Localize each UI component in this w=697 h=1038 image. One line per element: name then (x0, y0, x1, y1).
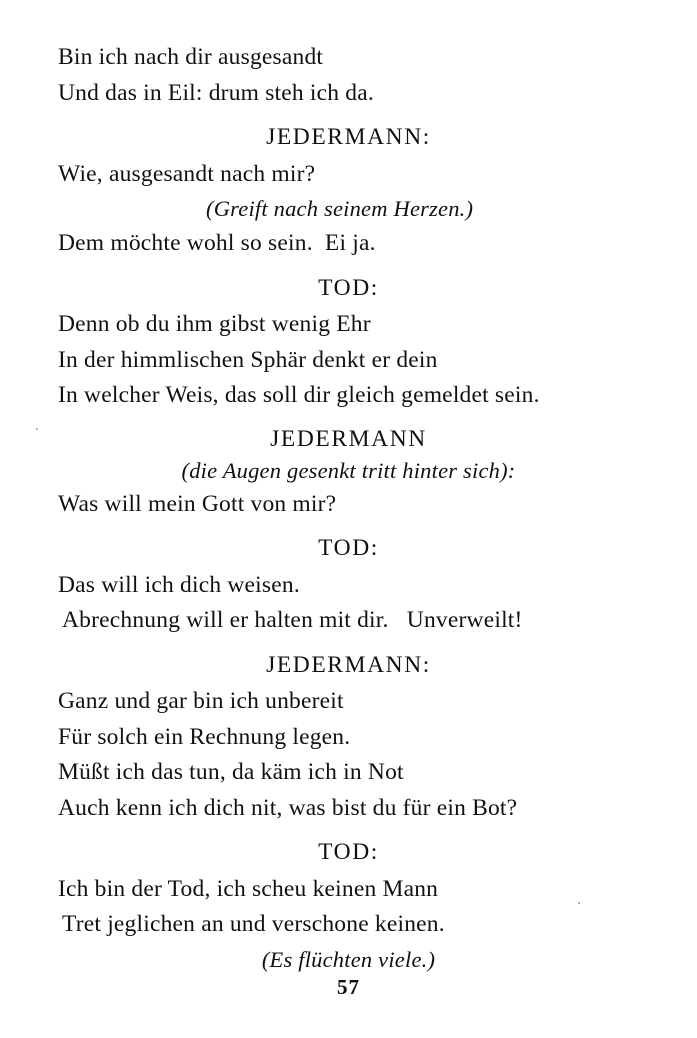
verse-block (58, 40, 639, 111)
verse-line: Und das in Eil: drum steh ich da. (58, 79, 374, 106)
stage-direction: (die Augen gesenkt tritt hinter sich): (181, 457, 516, 483)
stage-direction: (Es flüchten viele.) (261, 946, 436, 972)
verse-line: Dem möchte wohl so sein. Ei ja. (58, 230, 376, 256)
verse-line: Was will mein Gott von mir? (58, 490, 337, 517)
verse-block (58, 157, 639, 193)
verse-line: Das will ich dich weisen. (58, 571, 300, 598)
speaker-label: TOD: (318, 839, 379, 865)
verse-block (58, 872, 639, 943)
speaker-label: JEDERMANN: (266, 124, 431, 150)
verse-line: Bin ich nach dir ausgesandt (58, 44, 324, 70)
verse-line: Müßt ich das tun, da käm ich in Not (58, 759, 404, 785)
speaker-label: TOD: (318, 535, 379, 561)
verse-block (58, 684, 639, 826)
verse-line: Ganz und gar bin ich unbereit (58, 688, 344, 714)
verse-line: Wie, ausgesandt nach mir? (58, 160, 316, 187)
paper-speck (578, 902, 580, 904)
verse-line: Ich bin der Tod, ich scheu keinen Mann (58, 875, 439, 902)
verse-block (58, 307, 639, 414)
verse-block (58, 226, 639, 262)
verse-line: In welcher Weis, das soll dir gleich gemeldet sein. (58, 382, 540, 408)
verse-line: Denn ob du ihm gibst wenig Ehr (58, 311, 371, 337)
verse-line: Tret jeglichen an und verschone keinen. (62, 911, 445, 937)
verse-line: Für solch ein Rechnung legen. (58, 723, 351, 750)
stage-direction: (Greift nach seinem Herzen.) (206, 196, 474, 221)
verse-block (58, 568, 639, 639)
verse-block (58, 487, 639, 523)
speaker-label: TOD: (318, 274, 379, 301)
verse-line: Auch kenn ich dich nit, was bist du für ein Bot? (58, 794, 518, 821)
speaker-label: JEDERMANN: (266, 651, 431, 678)
speaker-label: JEDERMANN (270, 425, 427, 452)
verse-line: In der himmlischen Sphär denkt er dein (58, 346, 438, 373)
paper-speck (36, 428, 38, 430)
speaker-block (58, 423, 639, 486)
page-number: 57 (337, 975, 360, 999)
verse-line: Abrechnung will er halten mit dir. Unverweilt! (62, 607, 523, 633)
